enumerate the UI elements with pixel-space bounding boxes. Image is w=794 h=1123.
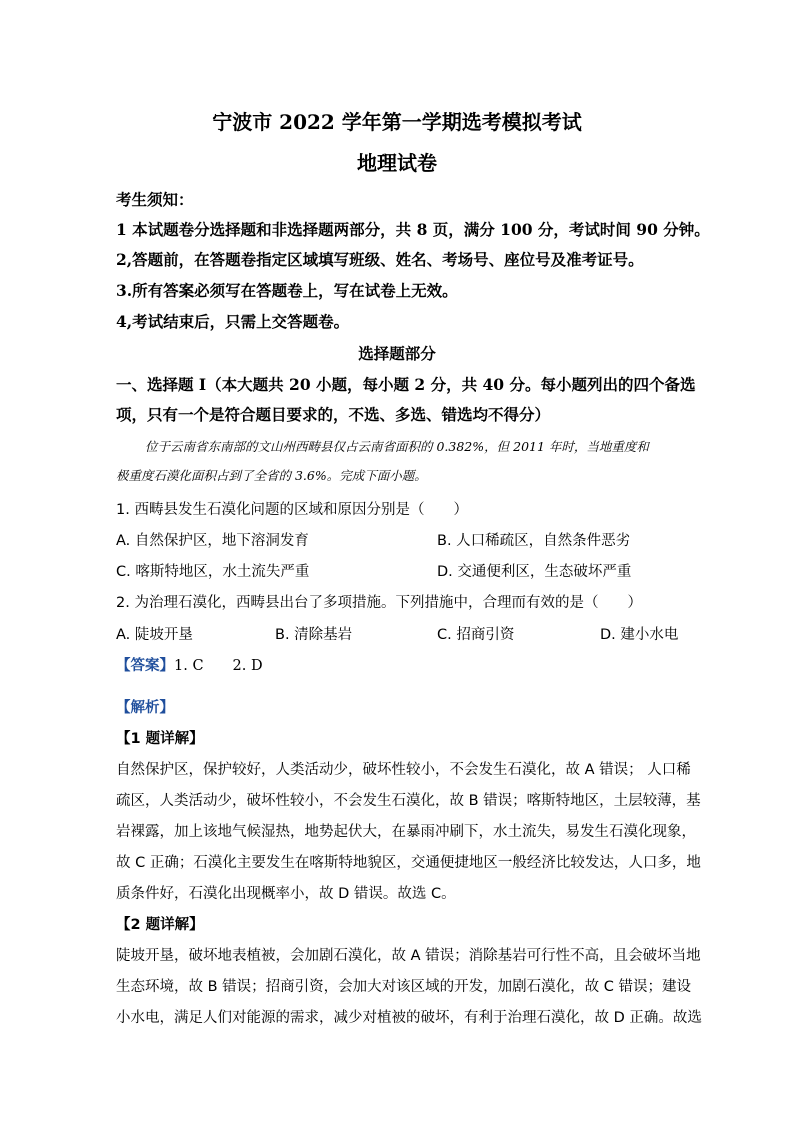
exam-subtitle: 地理试卷 <box>357 151 437 175</box>
option-b: B. 清除基岩 <box>275 627 353 643</box>
option-c: C. 招商引资 <box>437 627 515 643</box>
analysis-line: 小水电，满足人们对能源的需求，减少对植被的破坏，有利于治理石漠化，故 D 正确。故选 <box>116 1010 702 1026</box>
option-c: C. 喀斯特地区，水土流失严重 <box>116 564 310 580</box>
notice-item: 1 本试题卷分选择题和非选择题两部分，共 8 页，满分 100 分，考试时间 90 分钟。 <box>116 220 710 239</box>
option-d: D. 交通便利区，生态破坏严重 <box>437 564 632 580</box>
option-d: D. 建小水电 <box>600 627 679 643</box>
passage-text: 极重度石漠化面积占到了全省的 3.6%。完成下面小题。 <box>116 468 427 483</box>
analysis-line: 故 C 正确；石漠化主要发生在喀斯特地貌区，交通便捷地区一般经济比较发达，人口多，地 <box>116 855 701 871</box>
answer-tag: 【答案】 <box>116 658 174 674</box>
option-b: B. 人口稀疏区，自然条件恶劣 <box>437 533 631 549</box>
notice-item: 2,答题前，在答题卷指定区域填写班级、姓名、考场号、座位号及准考证号。 <box>116 250 644 269</box>
notice-heading: 考生须知： <box>116 190 194 209</box>
passage-text: 位于云南省东南部的文山州西畴县仅占云南省面积的 0.382%，但 2011 年时，当地重度和 <box>145 439 649 454</box>
analysis-line: 质条件好，石漠化出现概率小，故 D 错误。故选 C。 <box>116 886 456 902</box>
analysis-line: 岩裸露，加上该地气候湿热，地势起伏大，在暴雨冲刷下，水土流失，易发生石漠化现象， <box>116 824 696 840</box>
answer-text: 1. C 2. D <box>174 658 263 674</box>
section-instruction: 项，只有一个是符合题目要求的，不选、多选、错选均不得分） <box>116 405 551 424</box>
analysis-line: 疏区，人类活动少，破坏性较小，不会发生石漠化，故 B 错误；喀斯特地区，土层较薄，基 <box>116 793 701 809</box>
exam-title: 宁波市 2022 学年第一学期选考模拟考试 <box>212 110 582 134</box>
section-instruction: 一、选择题 I（本大题共 20 小题，每小题 2 分，共 40 分。每小题列出的四个备选 <box>116 375 696 394</box>
analysis-line: 陡坡开垦，破坏地表植被，会加剧石漠化，故 A 错误；消除基岩可行性不高，且会破坏当地 <box>116 948 701 964</box>
option-a: A. 陡坡开垦 <box>116 627 193 643</box>
section-title: 选择题部分 <box>358 344 436 363</box>
notice-item: 4,考试结束后，只需上交答题卷。 <box>116 312 350 331</box>
answer-line <box>116 654 263 675</box>
option-a: A. 自然保护区，地下溶洞发育 <box>116 533 309 549</box>
analysis-line: 生态环境，故 B 错误；招商引资，会加大对该区域的开发，加剧石漠化，故 C 错误；建设 <box>116 979 692 995</box>
q1-analysis-heading: 【1 题详解】 <box>116 731 204 747</box>
q2-analysis-heading: 【2 题详解】 <box>116 917 204 933</box>
notice-item: 3.所有答案必须写在答题卷上，写在试卷上无效。 <box>116 281 458 300</box>
question-stem: 2. 为治理石漠化，西畴县出台了多项措施。下列措施中，合理而有效的是（ ） <box>116 595 642 611</box>
analysis-tag: 【解析】 <box>116 700 174 716</box>
question-stem: 1. 西畴县发生石漠化问题的区域和原因分别是（ ） <box>116 502 468 518</box>
analysis-line: 自然保护区，保护较好，人类活动少，破坏性较小，不会发生石漠化，故 A 错误； 人口稀 <box>116 762 691 778</box>
